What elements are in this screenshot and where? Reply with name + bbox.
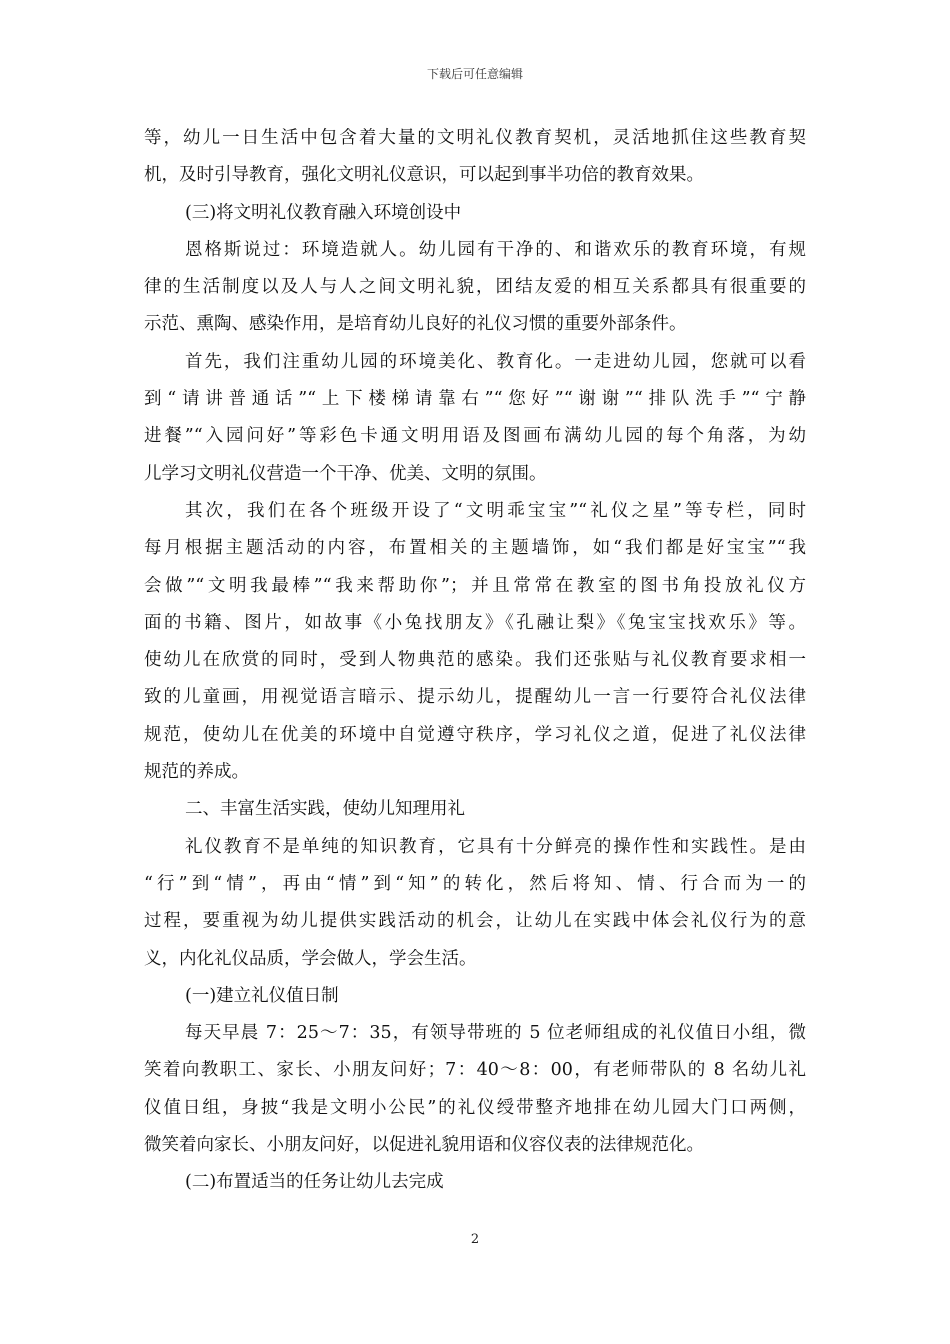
text-line: 仪值日组，身披“我是文明小公民”的礼仪绶带整齐地排在幼儿园大门口两侧， (144, 1097, 806, 1118)
text-line: 笑着向教职工、家长、小朋友问好；7：40～8：00，有老师带队的 8 名幼儿礼 (144, 1060, 806, 1081)
text-line: 其次，我们在各个班级开设了“文明乖宝宝”“礼仪之星”等专栏，同时 (185, 500, 806, 521)
text-line: 每月根据主题活动的内容，布置相关的主题墙饰，如“我们都是好宝宝”“我 (144, 538, 806, 559)
page-number: 2 (470, 1232, 480, 1247)
text-line: 首先，我们注重幼儿园的环境美化、教育化。一走进幼儿园，您就可以看 (185, 351, 806, 372)
text-line: 示范、熏陶、感染作用，是培育幼儿良好的礼仪习惯的重要外部条件。 (144, 314, 687, 335)
document-body (144, 120, 806, 1202)
text-line: 礼仪教育不是单纯的知识教育，它具有十分鲜亮的操作性和实践性。是由 (185, 836, 806, 857)
text-line: 进餐”“入园问好”等彩色卡通文明用语及图画布满幼儿园的每个角落，为幼 (144, 426, 806, 447)
text-line: 微笑着向家长、小朋友问好，以促进礼貌用语和仪容仪表的法律规范化。 (144, 1135, 704, 1156)
text-line: (一)建立礼仪值日制 (185, 985, 339, 1006)
text-line: (二)布置适当的任务让幼儿去完成 (185, 1172, 444, 1193)
text-line: 过程，要重视为幼儿提供实践活动的机会，让幼儿在实践中体会礼仪行为的意 (144, 911, 806, 932)
text-line: 律的生活制度以及人与人之间文明礼貌，团结友爱的相互关系都具有很重要的 (144, 277, 806, 298)
text-line: 规范，使幼儿在优美的环境中自觉遵守秩序，学习礼仪之道，促进了礼仪法律 (144, 724, 806, 745)
text-line: 使幼儿在欣赏的同时，受到人物典范的感染。我们还张贴与礼仪教育要求相一 (144, 650, 806, 671)
text-line: 致的儿童画，用视觉语言暗示、提示幼儿，提醒幼儿一言一行要符合礼仪法律 (144, 687, 806, 708)
text-line: 儿学习文明礼仪营造一个干净、优美、文明的氛围。 (144, 463, 547, 484)
text-line: 到“请讲普通话”“上下楼梯请靠右”“您好”“谢谢”“排队洗手”“宁静 (144, 389, 806, 410)
text-line: 每天早晨 7：25～7：35，有领导带班的 5 位老师组成的礼仪值日小组，微 (185, 1023, 806, 1044)
text-line: 面的书籍、图片，如故事《小兔找朋友》《孔融让梨》《兔宝宝找欢乐》等。 (144, 612, 806, 633)
page-header: 下载后可任意编辑 (426, 67, 523, 81)
text-line: (三)将文明礼仪教育融入环境创设中 (185, 202, 462, 223)
text-line: 恩格斯说过：环境造就人。幼儿园有干净的、和谐欢乐的教育环境，有规 (185, 239, 806, 260)
text-line: 规范的养成。 (144, 762, 249, 783)
text-line: 二、丰富生活实践，使幼儿知理用礼 (185, 799, 465, 820)
text-line: 义，内化礼仪品质，学会做人，学会生活。 (144, 948, 477, 969)
text-line: 机，及时引导教育，强化文明礼仪意识，可以起到事半功倍的教育效果。 (144, 165, 704, 186)
text-line: “行”到“情”，再由“情”到“知”的转化，然后将知、情、行合而为一的 (144, 873, 806, 894)
text-line: 等，幼儿一日生活中包含着大量的文明礼仪教育契机，灵活地抓住这些教育契 (144, 128, 806, 148)
text-line: 会做”“文明我最棒”“我来帮助你”；并且常常在教室的图书角投放礼仪方 (144, 575, 806, 596)
